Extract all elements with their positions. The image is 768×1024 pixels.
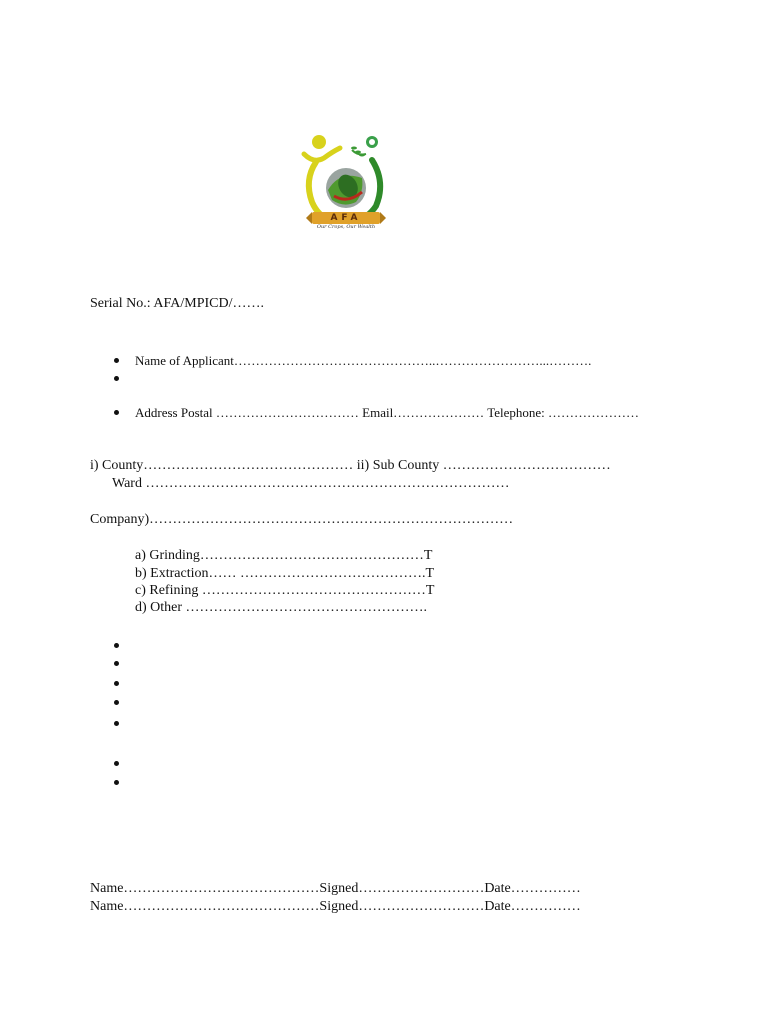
logo-tagline: Our Crops, Our Wealth [316, 224, 376, 230]
county-line: i) County……………………………………… ii) Sub County ……………………………… [90, 458, 611, 473]
bullet [114, 643, 119, 648]
signature-line-2: Name……………………………………Signed………………………Date…………… [90, 899, 581, 914]
serial-number: Serial No.: AFA/MPICD/……. [90, 296, 264, 311]
address-line: Address Postal …………………………… Email………………… Telephone: ………………… [135, 405, 640, 420]
bullet [114, 661, 119, 666]
bullet [114, 721, 119, 726]
extraction-line: b) Extraction…… ………………………………….T [135, 566, 435, 581]
signature-line-1: Name……………………………………Signed………………………Date…………… [90, 881, 581, 896]
other-line: d) Other ……………………………………………. [135, 600, 428, 615]
bullet [114, 376, 119, 381]
grinding-line: a) Grinding…………………………………………T [135, 548, 433, 563]
bullet [114, 410, 119, 415]
bullet [114, 681, 119, 686]
bullet [114, 700, 119, 705]
company-line: Company)…………………………………………………………………… [90, 512, 514, 527]
applicant-name-line: Name of Applicant………………………………………..……………………...………. [135, 353, 592, 368]
ward-line: Ward …………………………………………………………………… [112, 476, 510, 491]
logo-wordmark: AFA [330, 213, 362, 223]
bullet [114, 780, 119, 785]
bullet [114, 358, 119, 363]
bullet [114, 761, 119, 766]
refining-line: c) Refining …………………………………………T [135, 583, 435, 598]
